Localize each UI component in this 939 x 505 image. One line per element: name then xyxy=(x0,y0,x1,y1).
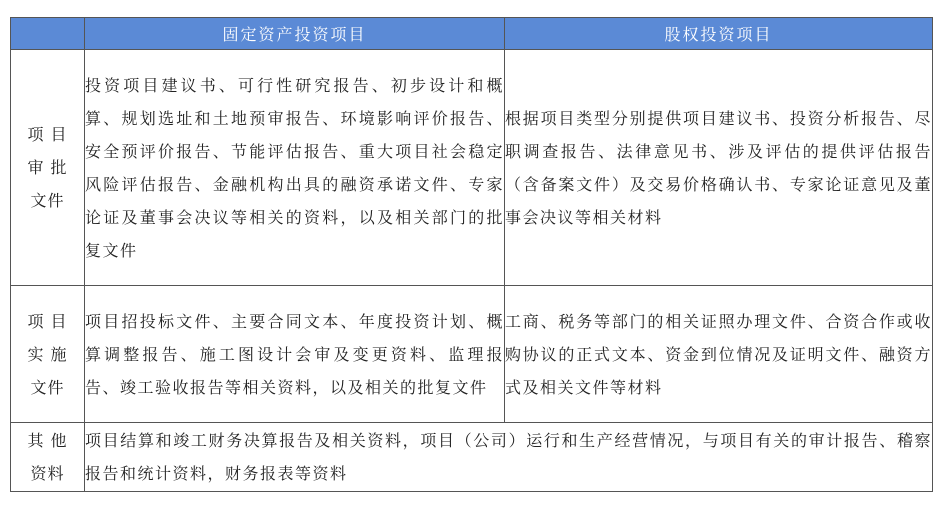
cell-fixed-asset-implementation: 项目招投标文件、主要合同文本、年度投资计划、概算调整报告、施工图设计会审及变更资料、监理报告、竣工验收报告等相关资料，以及相关的批复文件 xyxy=(85,286,505,423)
cell-other-materials: 项目结算和竣工财务决算报告及相关资料，项目（公司）运行和生产经营情况，与项目有关的审计报告、稽察报告和统计资料，财务报表等资料 xyxy=(85,423,933,492)
cell-fixed-asset-approval: 投资项目建议书、可行性研究报告、初步设计和概算、规划选址和土地预审报告、环境影响评价报告、安全预评价报告、节能评估报告、重大项目社会稳定风险评估报告、金融机构出具的融资承诺文件、专家论证及董事会决议等相关的资料，以及相关部门的批复文件 xyxy=(85,50,505,286)
row-label-line: 其 他 xyxy=(27,431,68,450)
cell-equity-approval: 根据项目类型分别提供项目建议书、投资分析报告、尽职调查报告、法律意见书、涉及评估的提供评估报告（含备案文件）及交易价格确认书、专家论证意见及董事会决议等相关材料 xyxy=(505,50,933,286)
row-label-line: 文件 xyxy=(30,191,65,210)
header-corner-cell xyxy=(11,18,85,50)
header-fixed-asset-project: 固定资产投资项目 xyxy=(85,18,505,50)
header-row xyxy=(11,18,933,50)
row-label-approval-documents xyxy=(11,50,85,286)
row-label-line: 项 目 xyxy=(27,311,68,331)
investment-documents-table xyxy=(10,17,933,492)
row-label-line: 审 批 xyxy=(27,158,68,177)
row-label-line: 文件 xyxy=(30,377,65,397)
header-equity-project: 股权投资项目 xyxy=(505,18,933,50)
table-row-other-materials xyxy=(11,423,933,492)
table-row-approval-documents xyxy=(11,50,933,286)
row-label-implementation-documents xyxy=(11,286,85,423)
row-label-line: 项 目 xyxy=(27,125,68,144)
row-label-line: 实 施 xyxy=(27,344,68,364)
table-row-implementation-documents xyxy=(11,286,933,423)
cell-equity-implementation: 工商、税务等部门的相关证照办理文件、合资合作或收购协议的正式文本、资金到位情况及证明文件、融资方式及相关文件等材料 xyxy=(505,286,933,423)
row-label-line: 资料 xyxy=(30,464,65,483)
row-label-other-materials xyxy=(11,423,85,492)
